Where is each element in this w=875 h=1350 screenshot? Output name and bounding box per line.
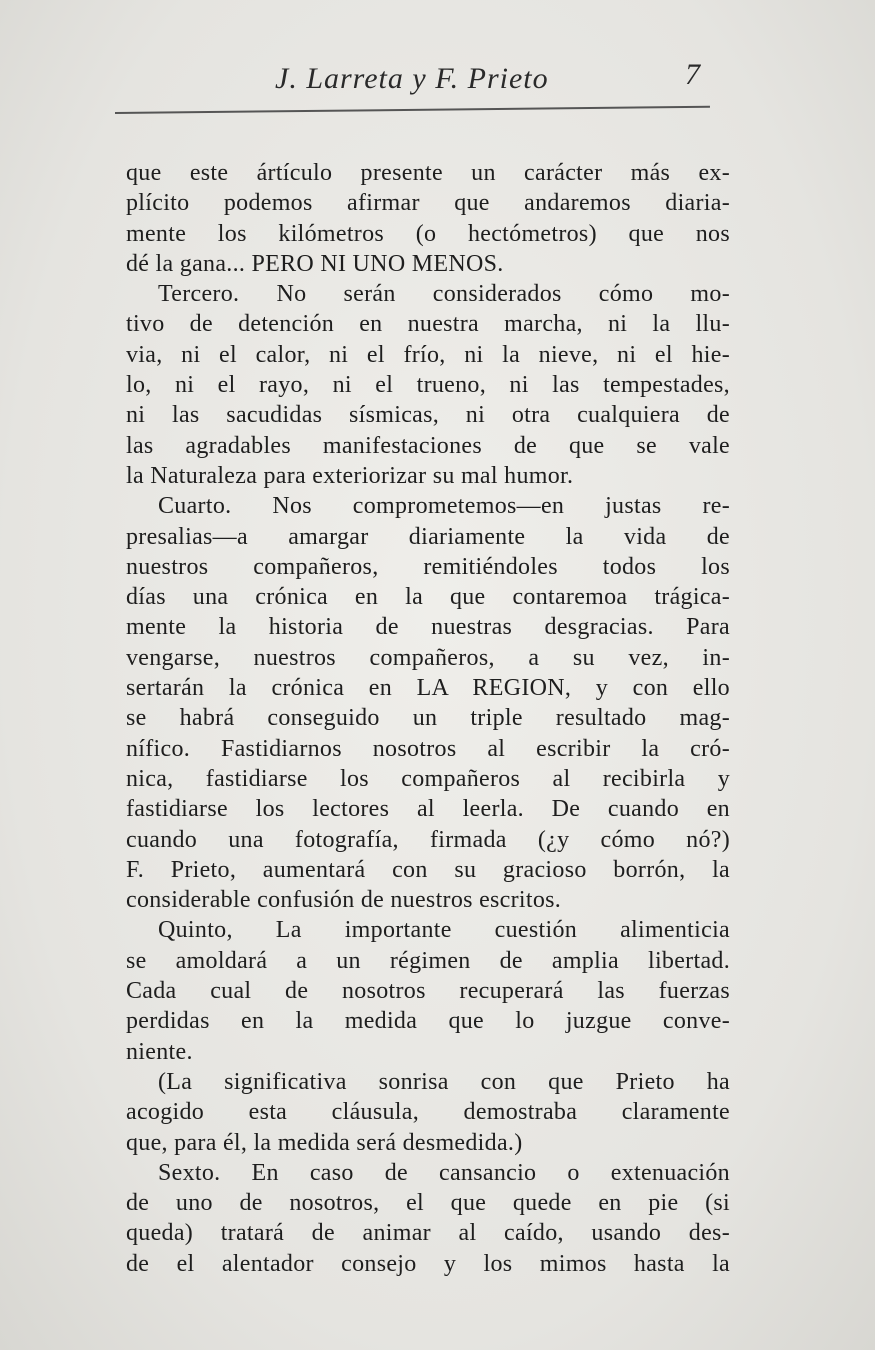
text-line: ni las sacudidas sísmicas, ni otra cualquiera de <box>126 402 730 429</box>
text-line: Tercero. No serán considerados cómo mo- <box>158 281 730 308</box>
text-line: (La significativa sonrisa con que Prieto ha <box>158 1068 730 1095</box>
text-line: perdidas en la medida que lo juzgue conve- <box>126 1008 730 1035</box>
text-line: tivo de detención en nuestra marcha, ni la llu- <box>126 311 730 338</box>
text-line: se amoldará a un régimen de amplia libertad. <box>126 947 730 974</box>
text-line: niente. <box>126 1038 193 1065</box>
text-line: sertarán la crónica en LA REGION, y con ello <box>126 675 730 702</box>
text-line: Quinto, La importante cuestión alimenticia <box>158 917 730 944</box>
text-line: mente la historia de nuestras desgracias. Para <box>126 614 730 641</box>
text-line: nica, fastidiarse los compañeros al recibirla y <box>126 765 730 792</box>
running-head: J. Larreta y F. Prieto <box>275 62 549 95</box>
text-line: las agradables manifestaciones de que se vale <box>126 432 730 459</box>
page-header <box>115 58 715 108</box>
body-text <box>126 158 730 1279</box>
text-line: de uno de nosotros, el que quede en pie (si <box>126 1190 730 1217</box>
text-line: de el alentador consejo y los mimos hasta la <box>126 1250 730 1277</box>
text-line: nuestros compañeros, remitiéndoles todos los <box>126 553 730 580</box>
header-rule <box>115 106 710 114</box>
text-line: mente los kilómetros (o hectómetros) que nos <box>126 220 730 247</box>
text-line: que este ártículo presente un carácter más ex- <box>126 160 730 186</box>
text-line: via, ni el calor, ni el frío, ni la nieve, ni el hie- <box>126 341 730 368</box>
text-line: que, para él, la medida será desmedida.) <box>126 1129 523 1156</box>
page-number: 7 <box>685 58 700 91</box>
text-line: la Naturaleza para exteriorizar su mal humor. <box>126 462 574 489</box>
text-line: cuando una fotografía, firmada (¿y cómo nó?) <box>126 826 730 853</box>
text-line: días una crónica en la que contaremoa trágica- <box>126 584 730 611</box>
text-line: lo, ni el rayo, ni el trueno, ni las tempestades, <box>126 372 730 399</box>
text-line: Cada cual de nosotros recuperará las fuerzas <box>126 978 730 1005</box>
text-line: acogido esta cláusula, demostraba claramente <box>126 1099 730 1126</box>
text-line: queda) tratará de animar al caído, usando des- <box>126 1220 730 1247</box>
text-line: considerable confusión de nuestros escritos. <box>126 887 562 914</box>
text-line: dé la gana... PERO NI UNO MENOS. <box>126 250 504 277</box>
text-line: se habrá conseguido un triple resultado mag- <box>126 705 730 732</box>
text-line: fastidiarse los lectores al leerla. De cuando en <box>126 796 730 823</box>
text-line: plícito podemos afirmar que andaremos diaria- <box>126 190 730 217</box>
text-line: vengarse, nuestros compañeros, a su vez, in- <box>126 644 730 671</box>
text-line: Sexto. En caso de cansancio o extenuación <box>158 1159 730 1186</box>
text-line: nífico. Fastidiarnos nosotros al escribir la cró- <box>126 735 730 762</box>
text-line: presalias—a amargar diariamente la vida de <box>126 523 730 550</box>
text-line: F. Prieto, aumentará con su gracioso borrón, la <box>126 856 730 883</box>
text-line: Cuarto. Nos comprometemos—en justas re- <box>158 493 730 520</box>
